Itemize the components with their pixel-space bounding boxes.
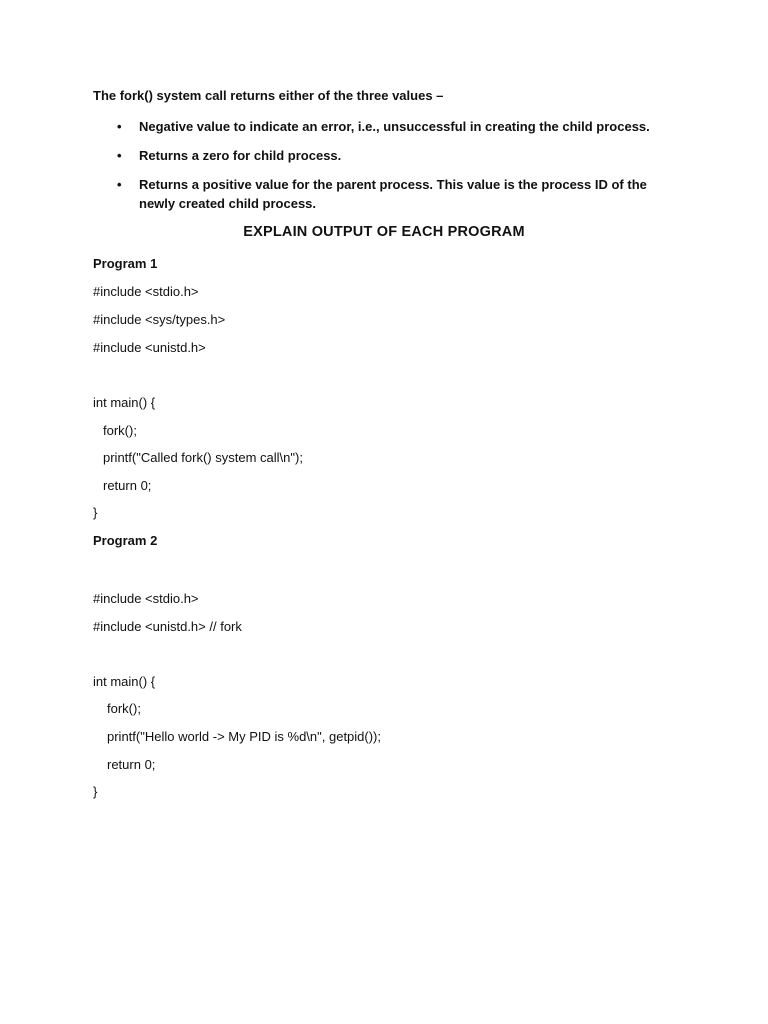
bullet-icon: • <box>117 177 122 192</box>
section-heading: EXPLAIN OUTPUT OF EACH PROGRAM <box>243 224 525 240</box>
list-item <box>117 117 679 136</box>
list-item <box>117 175 679 213</box>
list-item <box>117 146 679 165</box>
code-line: #include <sys/types.h> <box>93 312 226 327</box>
code-line: #include <stdio.h> <box>93 284 199 299</box>
code-line: } <box>93 784 98 799</box>
program-2-title: Program 2 <box>93 533 158 548</box>
list-item-text: Negative value to indicate an error, i.e., unsuccessful in creating the child process. <box>139 119 650 134</box>
code-line: int main() { <box>93 395 156 410</box>
code-line: #include <unistd.h> // fork <box>93 619 242 634</box>
intro-text: The fork() system call returns either of the three values – <box>93 88 444 103</box>
list-item-text: Returns a zero for child process. <box>139 148 342 163</box>
code-line: printf("Called fork() system call\n"); <box>103 450 303 465</box>
code-line: fork(); <box>107 701 141 716</box>
code-line: return 0; <box>103 478 152 493</box>
code-line: } <box>93 505 98 520</box>
code-line: #include <unistd.h> <box>93 340 206 355</box>
code-line: return 0; <box>107 757 156 772</box>
code-line: int main() { <box>93 674 156 689</box>
list-item-text: Returns a positive value for the parent process. This value is the process ID of the newly created child process. <box>139 177 647 211</box>
program-1-title: Program 1 <box>93 256 158 271</box>
bullet-icon: • <box>117 119 122 134</box>
code-line: fork(); <box>103 423 137 438</box>
code-line: #include <stdio.h> <box>93 591 199 606</box>
code-line: printf("Hello world -> My PID is %d\n", getpid()); <box>107 729 382 744</box>
bullet-icon: • <box>117 148 122 163</box>
